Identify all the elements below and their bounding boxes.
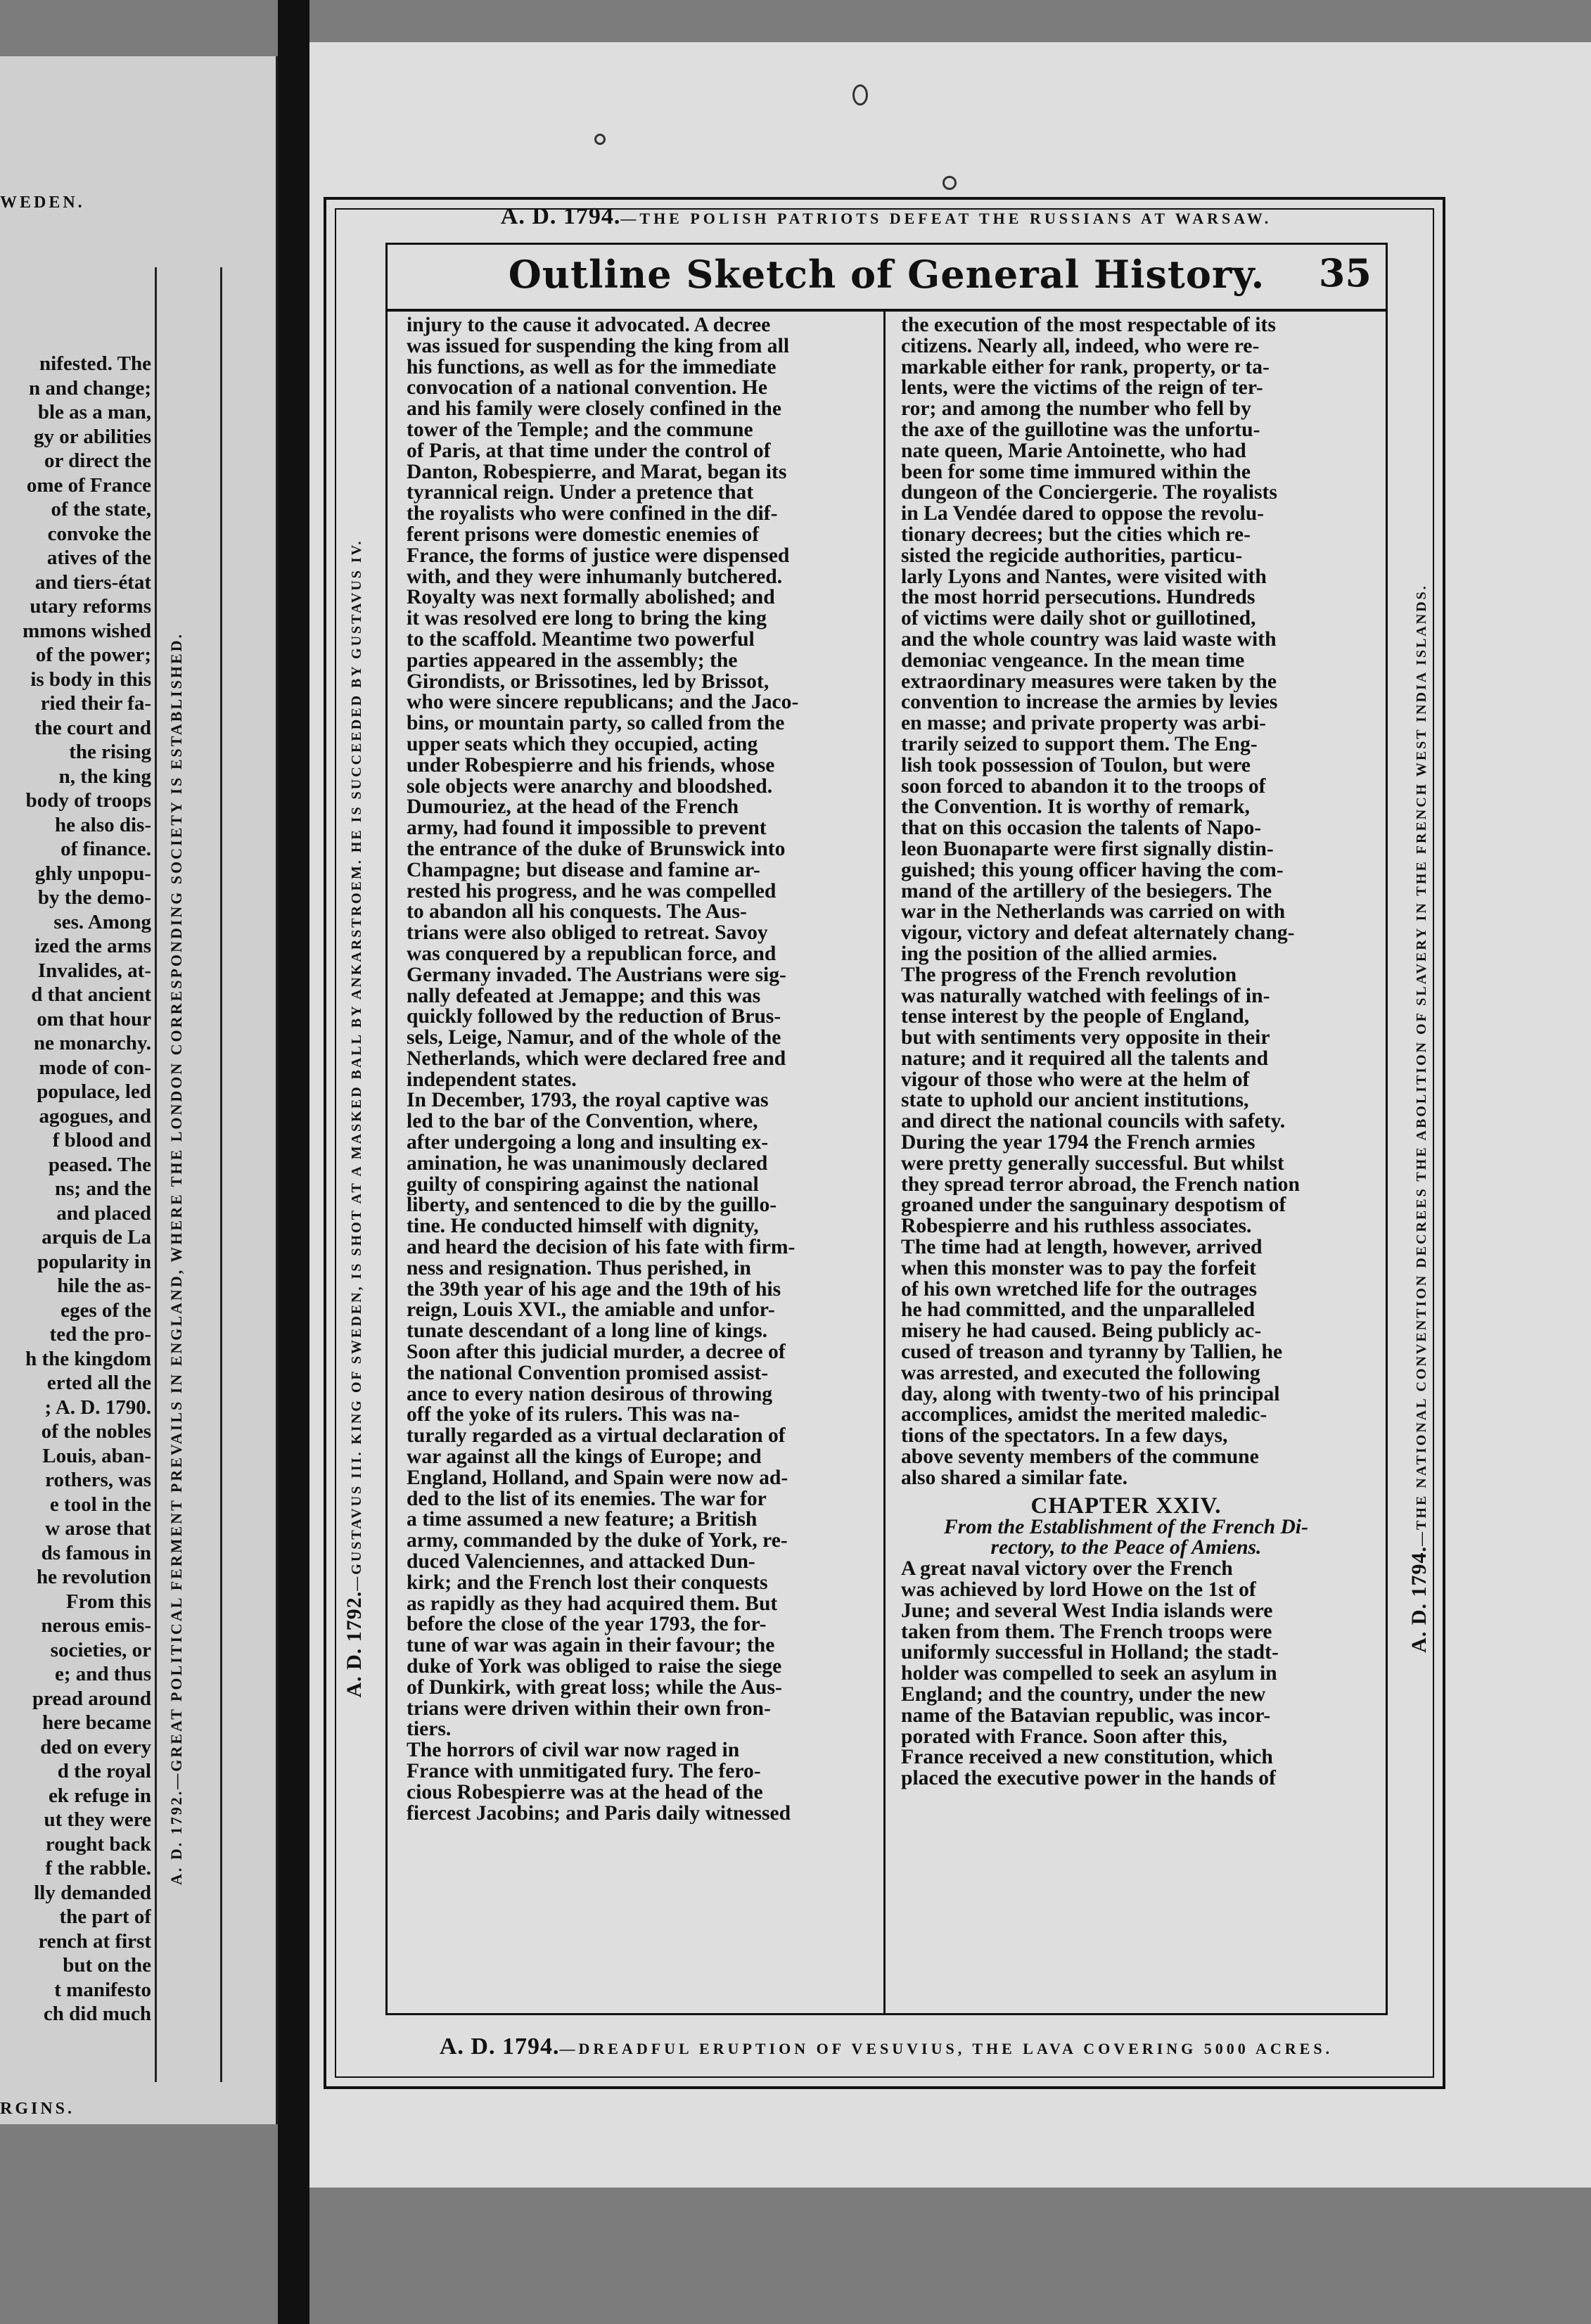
side-note-right — [1398, 239, 1440, 1998]
text-line: when this monster was to pay the forfeit — [901, 1258, 1256, 1279]
text-line: tower of the Temple; and the commune — [407, 419, 753, 441]
left-page-line: d the royal — [57, 1760, 151, 1782]
left-page-line: the part of — [59, 1905, 151, 1928]
text-line: upper seats which they occupied, acting — [407, 734, 758, 755]
text-line: vigour of those who were at the helm of — [901, 1069, 1250, 1091]
text-line: but with sentiments very opposite in their — [901, 1028, 1270, 1049]
page-number: 35 — [1318, 250, 1372, 295]
text-line: lents, were the victims of the reign of ter- — [901, 378, 1263, 400]
text-line: holder was compelled to seek an asylum in — [901, 1664, 1277, 1685]
left-page-line: ses. Among — [53, 910, 151, 933]
side-note-left — [333, 239, 376, 1998]
chapter-subtitle-line-1: From the Establishment of the French Di- — [944, 1517, 1308, 1538]
text-line: sole objects were anarchy and bloodshed. — [407, 776, 773, 798]
left-page-line: d that ancient — [31, 983, 151, 1006]
text-line: the national Convention promised assist- — [407, 1362, 769, 1384]
text-line: guilty of conspiring against the national — [407, 1174, 759, 1196]
text-line: ded to the list of its enemies. The war for — [407, 1488, 767, 1510]
text-line: groaned under the sanguinary despotism of — [901, 1195, 1286, 1217]
text-line: the execution of the most respectable of its — [901, 315, 1276, 336]
left-page-line: agogues, and — [39, 1104, 151, 1128]
left-page-line: hile the as- — [57, 1275, 151, 1297]
side-note-right-text: —THE NATIONAL CONVENTION DECREES THE ABOLITION OF SLAVERY IN THE FRENCH WEST INDIA ISLANDS. — [1414, 584, 1429, 1546]
left-page-line: rought back — [45, 1832, 151, 1856]
left-page-line: convoke the — [47, 522, 151, 545]
text-line: he had committed, and the unparalleled — [901, 1300, 1255, 1322]
text-line: lish took possession of Toulon, but were — [901, 755, 1251, 777]
text-line: been for some time immured within the — [901, 461, 1251, 483]
text-line: and direct the national councils with safety. — [901, 1111, 1286, 1133]
text-line: tiers. — [407, 1719, 452, 1741]
text-line: army, had found it impossible to prevent — [407, 818, 767, 839]
text-line: war against all the kings of Europe; and — [407, 1447, 762, 1468]
text-line: In December, 1793, the royal captive was — [407, 1090, 769, 1112]
left-page-line: peased. The — [48, 1153, 151, 1176]
left-page-line: ek refuge in — [48, 1784, 151, 1807]
text-line: ness and resignation. Thus perished, in — [407, 1258, 751, 1279]
side-note-left-year: A. D. 1792. — [343, 1590, 366, 1698]
text-line: Germany invaded. The Austrians were sig- — [407, 964, 786, 986]
text-line: soon forced to abandon it to the troops of — [901, 776, 1266, 798]
page-blemish — [594, 134, 606, 145]
text-line: ferent prisons were domestic enemies of — [407, 524, 760, 546]
text-line: under Robespierre and his friends, whose — [407, 755, 775, 777]
text-line: accomplices, amidst the merited maledic- — [901, 1405, 1267, 1426]
left-page-line: gy or abilities — [33, 425, 151, 448]
text-line: in La Vendée dared to oppose the revolu- — [901, 504, 1265, 525]
text-line: bins, or mountain party, so called from the — [407, 713, 785, 734]
text-line: Royalty was next formally abolished; and — [407, 587, 775, 609]
text-line: amination, he was unanimously declared — [407, 1153, 768, 1175]
text-line: England; and the country, under the new — [901, 1685, 1266, 1706]
text-line: was naturally watched with feelings of in- — [901, 985, 1270, 1007]
left-page-line: utary reforms — [30, 595, 151, 618]
text-line: Soon after this judicial murder, a decree of — [407, 1342, 786, 1363]
left-page-line: and placed — [56, 1201, 151, 1225]
text-line: larly Lyons and Nantes, were visited with — [901, 566, 1267, 588]
text-line: June; and several West India islands were — [901, 1600, 1273, 1622]
left-page-line: the rising — [69, 741, 151, 763]
left-page-line: n and change; — [28, 376, 151, 400]
running-foot-year: A. D. 1794. — [439, 2034, 560, 2060]
text-line: nate queen, Marie Antoinette, who had — [901, 440, 1246, 462]
text-line: markable either for rank, property, or ta- — [901, 357, 1270, 378]
text-line: sels, Leige, Namur, and of the whole of the — [407, 1028, 781, 1049]
left-page-line: he also dis- — [55, 813, 151, 836]
text-line: tune of war was again in their favour; the — [407, 1635, 775, 1656]
book-gutter — [278, 0, 309, 2324]
text-line: en masse; and private property was arbi- — [901, 713, 1266, 734]
text-line: it was resolved ere long to bring the king — [407, 608, 767, 630]
left-page-line: atives of the — [46, 547, 151, 569]
running-foot-text: —DREADFUL ERUPTION OF VESUVIUS, THE LAVA COVERING 5000 ACRES. — [559, 2040, 1334, 2057]
text-line: the axe of the guillotine was the unfortu- — [901, 419, 1260, 441]
text-line: England, Holland, and Spain were now ad- — [407, 1467, 788, 1489]
left-page-line: ome of France — [26, 473, 151, 497]
text-line: nally defeated at Jemappe; and this was — [407, 985, 761, 1007]
text-line: was issued for suspending the king from all — [407, 336, 790, 357]
text-line: tyrannical reign. Under a pretence that — [407, 483, 754, 504]
left-page-line: e; and thus — [55, 1663, 151, 1685]
text-line: of Paris, at that time under the control of — [407, 440, 771, 462]
left-page-line: ghly unpopu- — [34, 862, 151, 885]
left-page-line: nifested. The — [39, 352, 151, 375]
left-page-line: ded on every — [40, 1735, 151, 1758]
text-line: placed the executive power in the hands of — [901, 1768, 1276, 1789]
text-line: was conquered by a republican force, and — [407, 943, 777, 965]
running-foot — [352, 2026, 1421, 2068]
text-column-left — [407, 315, 857, 1824]
left-page-header: WEDEN. — [0, 193, 85, 212]
left-page-line: and tiers-état — [34, 570, 151, 594]
text-line: Robespierre and his ruthless associates. — [901, 1216, 1252, 1238]
text-line: duced Valenciennes, and attacked Dun- — [407, 1552, 755, 1573]
left-page-line: f the rabble. — [45, 1857, 151, 1879]
text-line: misery he had caused. Being publicly ac- — [901, 1321, 1262, 1343]
left-page-line: ne monarchy. — [33, 1032, 151, 1054]
text-line: was arrested, and executed the following — [901, 1362, 1260, 1384]
text-line: reign, Louis XVI., the amiable and unfor- — [407, 1300, 775, 1322]
text-line: Girondists, or Brissotines, led by Brissot, — [407, 671, 769, 693]
running-head — [352, 199, 1421, 234]
text-line: independent states. — [407, 1069, 577, 1091]
text-line: The horrors of civil war now raged in — [407, 1740, 740, 1761]
text-line: convocation of a national convention. He — [407, 378, 767, 400]
left-page-line: w arose that — [45, 1517, 151, 1540]
left-page-line: e tool in the — [49, 1493, 151, 1516]
text-line: France with unmitigated fury. The fero- — [407, 1761, 761, 1782]
text-line: to the scaffold. Meantime two powerful — [407, 629, 755, 651]
text-line: Danton, Robespierre, and Marat, began its — [407, 461, 787, 483]
left-page-line: of the nobles — [41, 1420, 151, 1443]
left-page-line: body of troops — [25, 789, 151, 812]
text-line: the 39th year of his age and the 19th of his — [407, 1279, 781, 1301]
left-page-line: is body in this — [30, 668, 151, 691]
left-page-line: popularity in — [37, 1250, 151, 1273]
left-page-line: lly demanded — [34, 1881, 151, 1904]
left-page-line: rench at first — [38, 1929, 151, 1953]
left-page-line: mmons wished — [23, 619, 151, 642]
text-line: duke of York was obliged to raise the siege — [407, 1656, 782, 1678]
text-line: army, commanded by the duke of York, re- — [407, 1531, 788, 1552]
left-page-line: but on the — [63, 1954, 151, 1977]
text-line: uniformly successful in Holland; the stadt- — [901, 1642, 1279, 1664]
left-page-line: ried their fa- — [40, 692, 151, 715]
text-line: the royalists who were confined in the dif- — [407, 504, 778, 525]
text-line: porated with France. Soon after this, — [901, 1726, 1227, 1748]
text-line: turally regarded as a virtual declaration of — [407, 1426, 786, 1448]
text-line: the entrance of the duke of Brunswick into — [407, 838, 786, 860]
left-page-line: the court and — [34, 716, 151, 739]
side-note-right-year: A. D. 1794. — [1407, 1545, 1431, 1653]
text-line: ance to every nation desirous of throwing — [407, 1384, 773, 1405]
left-page-line: he revolution — [37, 1566, 151, 1588]
text-line: tionary decrees; but the cities which re- — [901, 524, 1251, 546]
left-page-line: f blood and — [52, 1129, 151, 1151]
text-line: leon Buonaparte were first signally distin- — [901, 838, 1274, 860]
left-page-line: ted the pro- — [49, 1323, 151, 1346]
text-line: The time had at length, however, arrived — [901, 1237, 1263, 1258]
text-line: his functions, as well as for the immediate — [407, 357, 777, 378]
running-head-year: A. D. 1794. — [500, 203, 621, 229]
left-page-line: ut they were — [44, 1808, 151, 1831]
text-line: were pretty generally successful. But whilst — [901, 1153, 1284, 1175]
text-line: trians were also obliged to retreat. Savoy — [407, 923, 768, 944]
text-line: they spread terror abroad, the French nation — [901, 1174, 1300, 1196]
left-page-line: of finance. — [60, 838, 151, 860]
text-line: parties appeared in the assembly; the — [407, 650, 738, 672]
left-page-line: populace, led — [37, 1080, 151, 1103]
text-line: sisted the regicide authorities, particu- — [901, 545, 1243, 567]
text-line: quickly followed by the reduction of Brus- — [407, 1007, 781, 1028]
left-page-side-note: A. D. 1792.—GREAT POLITICAL FERMENT PREVAILS IN ENGLAND, WHERE THE LONDON CORRESPONDING SOCIETY IS ESTABLISHED. — [167, 632, 185, 1885]
text-line: cious Robespierre was at the head of the — [407, 1782, 763, 1803]
text-line: led to the bar of the Convention, where, — [407, 1111, 758, 1133]
left-page-column — [0, 352, 151, 2026]
text-line: fiercest Jacobins; and Paris daily witnessed — [407, 1803, 791, 1825]
left-page-line: h the kingdom — [25, 1347, 151, 1370]
left-page-line: t manifesto — [54, 1978, 151, 2001]
chapter-subtitle-line-2: rectory, to the Peace of Amiens. — [990, 1538, 1262, 1559]
left-page-line: erted all the — [46, 1372, 151, 1394]
side-note-left-text: —GUSTAVUS III. KING OF SWEDEN, IS SHOT AT A MASKED BALL BY ANKARSTROEM. HE IS SUCCEEDED BY GUSTAVUS IV. — [349, 539, 364, 1591]
left-page-line: om that hour — [37, 1007, 151, 1030]
text-line: as rapidly as they had acquired them. But — [407, 1593, 778, 1615]
text-line: and the whole country was laid waste with — [901, 629, 1277, 651]
text-line: also shared a similar fate. — [901, 1467, 1127, 1489]
text-line: trians were driven within their own fron- — [407, 1698, 771, 1720]
left-page-line: or direct the — [44, 449, 151, 472]
left-page-line: pread around — [32, 1687, 151, 1710]
left-page-line: by the demo- — [37, 886, 151, 909]
left-page-line: ns; and the — [55, 1177, 151, 1200]
text-line: that on this occasion the talents of Napo- — [901, 818, 1262, 839]
text-line: and heard the decision of his fate with firm- — [407, 1237, 796, 1258]
text-line: ing the position of the allied armies. — [901, 943, 1218, 965]
text-line: kirk; and the French lost their conquests — [407, 1572, 768, 1594]
text-line: before the close of the year 1793, the for- — [407, 1614, 767, 1636]
text-column-right — [901, 315, 1351, 1789]
text-line: During the year 1794 the French armies — [901, 1132, 1255, 1154]
text-line: who were sincere republicans; and the Jaco- — [407, 692, 799, 714]
text-line: The progress of the French revolution — [901, 964, 1237, 986]
left-page-line: mode of con- — [39, 1056, 151, 1079]
left-page-footer: RGINS. — [0, 2100, 75, 2118]
text-line: war in the Netherlands was carried on with — [901, 902, 1286, 924]
text-line: injury to the cause it advocated. A decree — [407, 315, 771, 336]
text-line: taken from them. The French troops were — [901, 1621, 1272, 1643]
chapter-heading: CHAPTER XXIV. — [1030, 1494, 1222, 1517]
text-line: Dumouriez, at the head of the French — [407, 797, 739, 819]
left-page-line: of the power; — [35, 644, 151, 666]
text-line: Netherlands, which were declared free and — [407, 1048, 786, 1070]
text-line: the Convention. It is worthy of remark, — [901, 797, 1250, 819]
text-line: France received a new constitution, which — [901, 1747, 1273, 1769]
text-line: cused of treason and tyranny by Tallien, he — [901, 1342, 1283, 1363]
text-line: tions of the spectators. In a few days, — [901, 1426, 1228, 1448]
left-page-line: societies, or — [50, 1638, 151, 1661]
text-line: Champagne; but disease and famine ar- — [407, 860, 760, 881]
left-page-line: here became — [42, 1711, 151, 1734]
text-line: citizens. Nearly all, indeed, who were re- — [901, 336, 1260, 357]
text-line: name of the Batavian republic, was incor- — [901, 1705, 1271, 1727]
text-line: a time assumed a new feature; a British — [407, 1509, 758, 1531]
left-page-line: nerous emis- — [41, 1614, 151, 1637]
text-line: state to uphold our ancient institutions, — [901, 1090, 1249, 1112]
text-line: rested his progress, and he was compelled — [407, 881, 777, 902]
title-row — [388, 245, 1386, 312]
text-line: guished; this young officer having the com- — [901, 860, 1284, 881]
left-page-line: From this — [65, 1590, 151, 1613]
left-page-line: of the state, — [51, 498, 151, 521]
left-page-line: Invalides, at- — [37, 959, 151, 982]
left-page-line: n, the king — [58, 765, 151, 788]
left-page-line: eges of the — [60, 1298, 151, 1322]
text-line: trarily seized to support them. The Eng- — [901, 734, 1258, 755]
left-page-line: Louis, aban- — [42, 1444, 151, 1467]
text-line: above seventy members of the commune — [901, 1447, 1259, 1468]
text-line: dungeon of the Conciergerie. The royalists — [901, 483, 1277, 504]
text-line: with, and they were inhumanly butchered. — [407, 566, 783, 588]
left-page-line: ch did much — [43, 2003, 151, 2025]
text-line: mand of the artillery of the besiegers. The — [901, 881, 1272, 902]
page-blemish — [852, 84, 868, 106]
text-line: tunate descendant of a long line of kings. — [407, 1321, 768, 1343]
left-page-line: ds famous in — [41, 1541, 151, 1564]
page-blemish — [943, 176, 957, 190]
left-page — [0, 56, 278, 2124]
text-line: after undergoing a long and insulting ex- — [407, 1132, 769, 1154]
left-page-line: rothers, was — [45, 1469, 151, 1491]
left-page-line: ized the arms — [34, 935, 151, 957]
text-line: demoniac vengeance. In the mean time — [901, 650, 1245, 672]
text-line: ror; and among the number who fell by — [901, 399, 1251, 420]
text-line: tine. He conducted himself with dignity, — [407, 1216, 759, 1238]
page-title: Outline Sketch of General History. — [508, 252, 1265, 297]
text-line: of his own wretched life for the outrages — [901, 1279, 1258, 1301]
text-line: nature; and it required all the talents and — [901, 1048, 1269, 1070]
text-line: of Dunkirk, with great loss; while the Aus- — [407, 1677, 782, 1699]
left-page-line: ble as a man, — [37, 401, 151, 423]
text-line: tense interest by the people of England, — [901, 1007, 1250, 1028]
text-line: A great naval victory over the French — [901, 1559, 1233, 1581]
text-line: off the yoke of its rulers. This was na- — [407, 1405, 740, 1426]
left-page-line: arquis de La — [41, 1226, 151, 1249]
text-line: France, the forms of justice were dispensed — [407, 545, 790, 567]
text-line: and his family were closely confined in the — [407, 399, 781, 420]
text-line: extraordinary measures were taken by the — [901, 671, 1277, 693]
running-head-text: —THE POLISH PATRIOTS DEFEAT THE RUSSIANS AT WARSAW. — [620, 210, 1272, 227]
text-line: day, along with twenty-two of his principal — [901, 1384, 1280, 1405]
text-line: of victims were daily shot or guillotined, — [901, 608, 1256, 630]
text-line: the most horrid persecutions. Hundreds — [901, 587, 1255, 609]
text-line: vigour, victory and defeat alternately chang- — [901, 923, 1295, 944]
text-line: to abandon all his conquests. The Aus- — [407, 902, 747, 924]
text-line: was achieved by lord Howe on the 1st of — [901, 1580, 1256, 1601]
column-divider — [883, 312, 886, 2013]
text-line: convention to increase the armies by levies — [901, 692, 1278, 714]
text-line: liberty, and sentenced to die by the guillo- — [407, 1195, 777, 1217]
left-page-line: ; A. D. 1790. — [44, 1396, 151, 1419]
